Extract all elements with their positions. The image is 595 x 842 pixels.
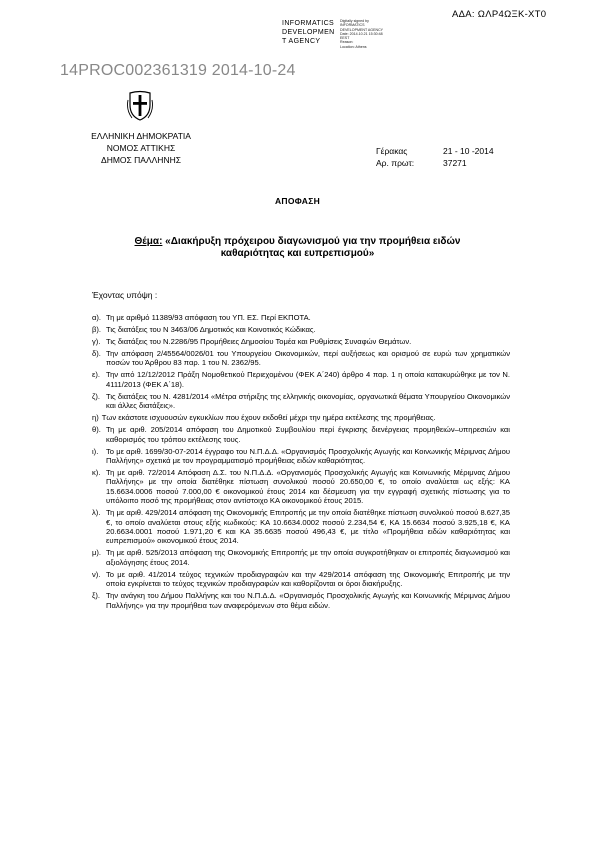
greek-coat-of-arms-icon — [126, 90, 154, 122]
list-item-text: Την απόφαση 2/45564/0026/01 του Υπουργείου Οικονομικών, περί αυξήσεως και ορισμού σε ευρώ των χρηματικών ποσών του Άρθρου 83 παρ. 1 του Ν. 2362/95. — [106, 349, 510, 368]
list-item-text: Τη με αριθμό 11389/93 απόφαση του ΥΠ. ΕΣ. Περί ΕΚΠΟΤΑ. — [106, 313, 311, 322]
list-item — [92, 413, 510, 422]
list-item-marker: η) — [92, 413, 99, 423]
document-date: 21 - 10 -2014 — [443, 146, 494, 156]
subject-label: Θέμα: — [134, 236, 163, 247]
place-label: Γέρακας — [376, 146, 408, 156]
digital-signature-details — [340, 19, 383, 49]
subject-line: «Διακήρυξη πρόχειρου διαγωνισμού για την προμήθεια ειδών — [162, 236, 461, 247]
signature-detail-line: DEVELOPMENT AGENCY — [340, 27, 384, 32]
list-item — [92, 570, 510, 589]
intro-text: Έχοντας υπόψη : — [92, 290, 158, 300]
issuer-line: ΔΗΜΟΣ ΠΑΛΛΗΝΗΣ — [101, 155, 181, 165]
signature-detail-line: EEST — [340, 36, 350, 41]
list-item — [92, 349, 510, 368]
ada-code: ΑΔΑ: ΩΛΡ4ΩΞΚ-ΧΤ0 — [452, 9, 547, 20]
list-item — [92, 392, 510, 411]
list-item — [92, 468, 510, 506]
digital-signature-organization — [282, 19, 335, 46]
list-item — [92, 425, 510, 444]
issuer-line: ΝΟΜΟΣ ΑΤΤΙΚΗΣ — [106, 143, 176, 153]
list-item-marker: ξ). — [92, 591, 101, 601]
list-item-text: Τη με αριθ. 525/2013 απόφαση της Οικονομικής Επιτροπής με την οποία συγκροτήθηκαν οι επιτροπές διαγωνισμού και αξιολόγησης έτους 2014. — [106, 548, 510, 567]
protocol-number: 37271 — [443, 158, 467, 168]
list-item-text: Τις διατάξεις του Ν 3463/06 Δημοτικός και Κοινοτικός Κώδικας. — [106, 325, 316, 334]
list-item-text: Τη με αριθ. 72/2014 Απόφαση Δ.Σ. του Ν.Π.Δ.Δ. «Οργανισμός Προσχολικής Αγωγής και Κοινωνικής Μέριμνας Δήμου Παλλήνης» με την οποία διατέθηκε πίστωση συνολικού ποσού 20.650,00 €, το οποίο αναλύεται ως εξής: ΚΑ 15.6634.0006 ποσού 7.000,00 € οικονομικού έτους 2014 και δέσμευση για την εγγραφή σχετικής πίστωσης για το υπόλοιπο ποσό της προμήθειας στον αντίστοιχο ΚΑ οικονομικού έτους 2015. — [106, 468, 510, 506]
signature-detail-line: INFORMATICS — [340, 23, 365, 28]
signature-detail-line: Location: Athens — [340, 44, 367, 49]
list-item-marker: β). — [92, 325, 102, 334]
procurement-id-stamp: 14PROC002361319 2014-10-24 — [60, 62, 296, 79]
list-item-text: Την από 12/12/2012 Πράξη Νομοθετικού Περιεχομένου (ΦΕΚ Α΄240) άρθρο 4 παρ. 1 η οποία κατακυρώθηκε με τον Ν. 4111/2013 (ΦΕΚ Α΄18). — [106, 370, 510, 389]
list-item-text: Των εκάστοτε ισχυουσών εγκυκλίων που έχουν εκδοθεί μέχρι την ημέρα εκτέλεσης της προμήθειας. — [101, 413, 436, 423]
list-item-marker: μ). — [92, 548, 102, 558]
list-item-marker: δ). — [92, 349, 101, 358]
list-item-marker: ν). — [92, 569, 101, 579]
list-item-marker: ε). — [92, 370, 101, 380]
signature-detail-line: Reason: — [340, 40, 354, 45]
signature-detail-line: Digitally signed by — [340, 19, 369, 23]
considerations-list — [92, 313, 510, 613]
list-item — [92, 548, 510, 567]
protocol-label: Αρ. πρωτ: — [376, 158, 415, 168]
signature-org-line: DEVELOPMEN — [282, 29, 335, 36]
list-item-marker: ι). — [92, 446, 99, 456]
list-item-marker: θ). — [92, 425, 101, 435]
list-item-text: Τις διατάξεις του Ν.2286/95 Προμήθειες Δημοσίου Τομέα και Ρυθμίσεις Συναφών Θεμάτων. — [106, 337, 412, 346]
list-item-text: Τη με αριθ. 205/2014 απόφαση του Δημοτικού Συμβουλίου περί έγκρισης διενέργειας προμηθειών–υπηρεσιών και καθορισμός του τρόπου εκτέλεσης τους. — [106, 425, 510, 444]
list-item — [92, 313, 510, 322]
list-item-marker: κ). — [92, 468, 101, 478]
list-item — [92, 370, 510, 389]
list-item — [92, 325, 510, 334]
issuer-line: ΕΛΛΗΝΙΚΗ ΔΗΜΟΚΡΑΤΙΑ — [91, 131, 191, 141]
list-item-marker: λ). — [92, 508, 101, 518]
subject-line: καθαριότητας και ευπρεπισμού» — [220, 248, 375, 259]
list-item-marker: γ). — [92, 337, 101, 346]
subject-block — [0, 236, 595, 260]
list-item — [92, 337, 510, 346]
list-item-text: Τη με αριθ. 429/2014 απόφαση της Οικονομικής Επιτροπής με την οποία διατέθηκε πίστωση συνολικού ποσού 8.627,35 €, το οποίο αναλύεται στους εξής κωδικούς: ΚΑ 10.6634.0002 ποσού 2.234,54 €, ΚΑ 15.6634 ποσού 3.925,18 €, ΚΑ 20.6634.0001 ποσού 1.971,20 € και ΚΑ 35.6635 ποσού 496,43 €, με τίτλο «Προμήθεια ειδών καθαριότητας και ευπρεπισμού» οικονομικού έτους 2014. — [106, 508, 510, 546]
list-item-marker: α). — [92, 313, 102, 322]
document-title: ΑΠΟΦΑΣΗ — [274, 196, 321, 206]
list-item-text: Την ανάγκη του Δήμου Παλλήνης και του Ν.Π.Δ.Δ. «Οργανισμός Προσχολικής Αγωγής και Κοινωνικής Μέριμνας Δήμου Παλλήνης» για την προμήθεια των αναφερόμενων στο θέμα ειδών. — [106, 591, 510, 610]
list-item-marker: ζ). — [92, 391, 100, 401]
list-item — [92, 508, 510, 546]
list-item-text: Το με αριθ. 41/2014 τεύχος τεχνικών προδιαγραφών και την 429/2014 απόφαση της Οικονομικής Επιτροπής με την οποία εγκρίνεται το τεύχος τεχνικών προδιαγραφών και καθορίζονται οι όροι διακήρυξης. — [106, 569, 510, 589]
signature-org-line: INFORMATICS — [282, 20, 335, 27]
list-item-text: Τις διατάξεις του Ν. 4281/2014 «Μέτρα στήριξης της ελληνικής οικονομίας, οργανωτικά θέματα Υπουργείου Οικονομικών και άλλες διατάξεις». — [106, 391, 510, 411]
list-item-text: Το με αριθ. 1699/30-07-2014 έγγραφο του Ν.Π.Δ.Δ. «Οργανισμός Προσχολικής Αγωγής και Κοινωνικής Μέριμνας Δήμου Παλλήνης» σχετικά με τον προγραμματισμό προμήθειας ειδών καθαριότητας. — [106, 446, 510, 466]
list-item — [92, 447, 510, 466]
signature-org-line: T AGENCY — [282, 38, 321, 45]
signature-detail-line: Date: 2014.10.21 15:30:48 — [340, 31, 383, 36]
list-item — [92, 591, 510, 610]
